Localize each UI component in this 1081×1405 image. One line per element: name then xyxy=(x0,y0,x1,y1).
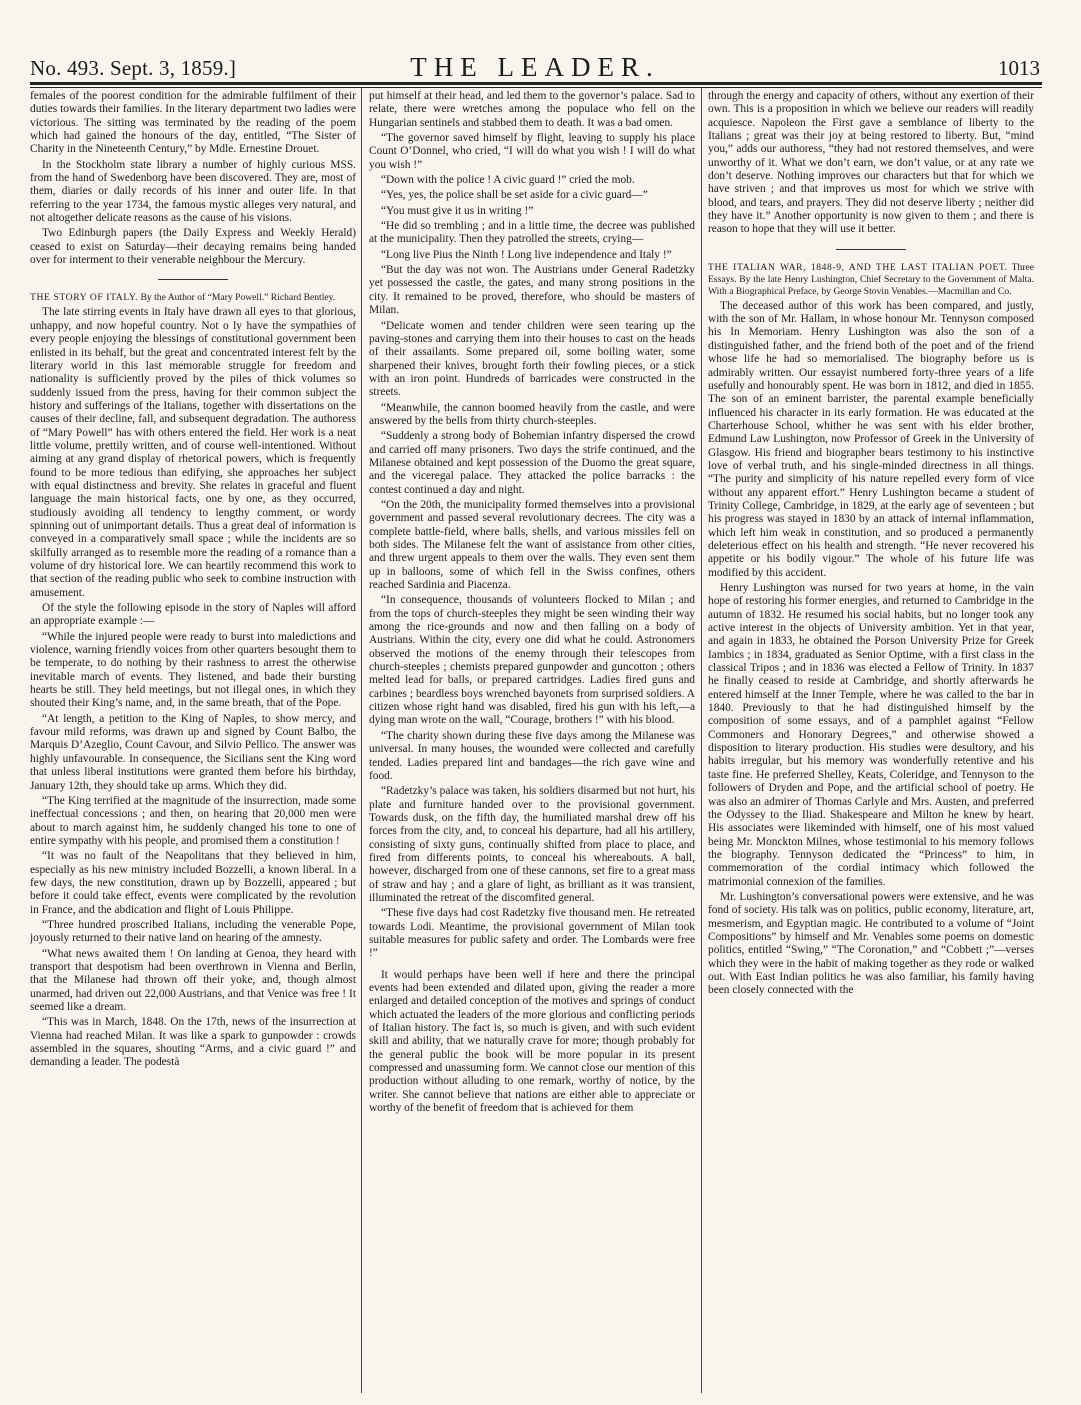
quoted-paragraph: “In consequence, thousands of volunteers flocked to Milan ; and from the tops of church-steeples they might be seen winding their way among the rice-grounds and now and then falling on a body of Austrians. Within the city, every one did what he could. Astronomers observed the motions of the enemy through their telescopes from church-steeples ; chemists prepared gunpowder and guncotton ; others melted lead for balls, or prepared cartridges. Ladies fired guns and carbines ; beardless boys wrenched bayonets from surprised soldiers. A citizen whose right hand was disabled, fired his gun with his left,—a dying man wrote on the wall, “Courage, brothers !” with his blood. xyxy=(369,594,695,727)
quoted-paragraph: “While the injured people were ready to burst into maledictions and violence, warning friendly voices from other quarters besought them to be temperate, to do nothing by their rashness to arrest the otherwise inevitable march of events. They listened, and bade their bursting hearts be still. They held meetings, but not illegal ones, in which they shouted their King’s name, and, in the same breath, that of the Pope. xyxy=(30,630,356,710)
review-heading xyxy=(30,292,356,304)
paragraph: The deceased author of this work has been compared, and justly, with the son of Mr. Hallam, in whose honour Mr. Tennyson composed his In Memoriam. Henry Lushington was also the son of a distinguished father, and the friend both of the poet and of the friend whose life he had so memorialised. The biography before us is admirably written. Our essayist numbered forty-three years of a life usefully and honourably spent. He was born in 1812, and died in 1855. The son of an eminent barrister, the parental example beneficially influenced his character in its early formation. He was educated at the Charterhouse School, whither he was sent with his elder brother, Edmund Law Lushington, now Professor of Greek in the University of Glasgow. His friend and biographer bears testimony to his instinctive love of verbal truth, and his single-minded directness in all things. “The purity and simplicity of his nature repelled every form of vice without any apparent effort.” Henry Lushington became a student of Trinity College, Cambridge, in 1829, at the early age of seventeen ; but his progress was stayed in 1830 by an attack of internal inflammation, which left him weak in constitution, and so produced a permanently deleterious effect on his health and strength. “He never recovered his appetite or his bodily vigour.” The whole of his future life was modified by this accident. xyxy=(708,299,1034,579)
quoted-paragraph: “It was no fault of the Neapolitans that they believed in him, especially as his new ministry included Bozzelli, a known liberal. In a few days, the new constitution, drawn up by Bozzelli, appeared ; but before it could take effect, events were complicated by the revolution in France, and the abdication and flight of Louis Philippe. xyxy=(30,850,356,916)
quoted-paragraph: “Delicate women and tender children were seen tearing up the paving-stones and carrying them into their houses to cast on the heads of their assailants. Some prepared oil, some boiling water, some sharpened their knives, brought forth their fowling pieces, or a stick with an iron point. Hundreds of barricades were constructed in the streets. xyxy=(369,319,695,399)
paragraph: In the Stockholm state library a number of highly curious MSS. from the hand of Swedenborg have been discovered. They are, most of them, diaries or daily records of his inner and outer life. In that referring to the year 1734, the famous mystic alleges very natural, and not altogether delicate reasons as the cause of his visions. xyxy=(30,158,356,225)
masthead xyxy=(30,52,1040,82)
review-title: THE STORY OF ITALY. xyxy=(30,292,139,304)
column-1 xyxy=(30,90,356,1390)
quoted-paragraph: “Meanwhile, the cannon boomed heavily from the castle, and were answered by the bells from thirty church-steeples. xyxy=(369,401,695,427)
quoted-paragraph: “On the 20th, the municipality formed themselves into a provisional government and passed several revolutionary decrees. The city was a complete battle-field, where balls, shells, and various missiles fell on both sides. The Milanese felt the want of assistance from other cities, and threw urgent appeals to them over the walls. They even sent them up in balloons, some of which fell in the Swiss confines, others reached Sardinia and Piacenza. xyxy=(369,498,695,592)
column-3 xyxy=(708,90,1034,1390)
quoted-paragraph: “Down with the police ! A civic guard !” cried the mob. xyxy=(381,174,635,187)
quoted-paragraph: “At length, a petition to the King of Naples, to show mercy, and favour mild reforms, was drawn up and signed by Count Balbo, the Marquis D’Azeglio, Count Cavour, and Silvio Pellico. The answer was highly unfavourable. In consequence, the Sicilians sent the King word that unless liberal institutions were granted them before his birthday, January 12th, they should take up arms. Which they did. xyxy=(30,712,356,792)
quoted-paragraph: “This was in March, 1848. On the 17th, news of the insurrection at Vienna had reached Milan. It was like a spark to gunpowder : crowds assembled in the squares, shouting “Arms, and a civic guard !” and demanding a leader. The podestà xyxy=(30,1016,356,1069)
quoted-paragraph: “Long live Pius the Ninth ! Long live independence and Italy !” xyxy=(381,248,672,261)
review-author: By the Author of “Mary Powell.” Richard Bentley. xyxy=(140,292,336,304)
quoted-paragraph: “You must give it us in writing !” xyxy=(381,204,534,217)
paragraph: Mr. Lushington’s conversational powers were extensive, and he was fond of society. His talk was on politics, public economy, literature, art, mesmerism, and Egyptian magic. He contributed to a volume of “Joint Compositions” by himself and Mr. Venables some poems on domestic politics, entitled “Swing,” “The Coronation,” and “Cobbett ;”—verses which they were in the habit of making together as they rode or walked out. With East Indian politics he was also familiar, his family having been closely connected with the xyxy=(708,890,1034,997)
review-author: Three Essays. By the late Henry Lushington, Chief Secretary to the Government of Malta. With a Biographical Preface, by George Stovin Venables.—Macmillan and Co. xyxy=(708,261,1034,297)
review-title: THE ITALIAN WAR, 1848-9, AND THE LAST ITALIAN POET. xyxy=(708,261,1008,273)
quoted-paragraph: “Suddenly a strong body of Bohemian infantry dispersed the crowd and carried off many prisoners. Two days the strife continued, and the Milanese obtained and kept possession of the Duomo the great square, and the viceregal palace. They attacked the police barracks : the contest continued a day and night. xyxy=(369,430,695,496)
column-divider-1 xyxy=(361,88,362,1393)
quoted-paragraph: “Radetzky’s palace was taken, his soldiers disarmed but not hurt, his plate and furniture handed over to the provisional government. Towards dusk, on the fifth day, the humiliated marshal drew off his forces from the city, and, to conceal his departure, had all his artillery, consisting of sixty guns, continually shifted from place to place, and fired from differents points, to conceal his whereabouts. A ball, however, discharged from one of these cannons, set fire to a great mass of straw and hay ; and a glare of light, as brilliant as it was transient, illuminated the retreat of the discomfited general. xyxy=(369,785,695,904)
issue-number-date: No. 493. Sept. 3, 1859.] xyxy=(30,56,237,80)
section-separator xyxy=(158,279,228,280)
quoted-paragraph: “Yes, yes, the police shall be set aside for a civic guard—” xyxy=(381,189,648,202)
quoted-paragraph: “The governor saved himself by flight, leaving to supply his place Count O’Donnel, who cried, “I will do what you wish ! I will do what you wish !” xyxy=(369,132,695,171)
paragraph: females of the poorest condition for the admirable fulfilment of their duties towards their families. In the literary department two ladies were victorious. The sitting was terminated by the reading of the poem which had gained the honours of the day, entitled, “The Sister of Charity in the Nineteenth Century,” by Mdle. Ernestine Drouet. xyxy=(30,90,356,156)
quoted-paragraph: “But the day was not won. The Austrians under General Radetzky yet possessed the castle, the gates, and many strong positions in the city. It remained to be proved, therefore, who should be masters of Milan. xyxy=(369,264,695,317)
column-2 xyxy=(369,90,695,1390)
paragraph: Two Edinburgh papers (the Daily Express and Weekly Herald) ceased to exist on Saturday—their decaying remains being handed over for interment to their venerable neighbour the Mercury. xyxy=(30,227,356,267)
quoted-paragraph: “He did so trembling ; and in a little time, the decree was published at the municipality. Then they patrolled the streets, crying— xyxy=(369,220,695,246)
paragraph: It would perhaps have been well if here and there the principal events had been extended and dilated upon, giving the reader a more enlarged and detailed conception of the motives and springs of conduct which actuated the leaders of the more glorious and conflicting periods of Italian history. The fact is, so much is given, and with such evident skill and ability, that we naturally crave for more; though probably for the general public the book will be more popular in its present compressed and unassuming form. We cannot close our mention of this production without alluding to one remark, worthy of notice, by the writer. She cannot believe that nations are either able to appreciate or worthy of the benefit of freedom that is achieved for them xyxy=(369,968,695,1115)
page-number: 1013 xyxy=(998,56,1040,80)
newspaper-title: THE LEADER. xyxy=(410,52,660,82)
column-divider-2 xyxy=(701,88,702,1393)
paragraph: through the energy and capacity of others, without any exertion of their own. This is a proposition in which we believe our readers will readily acquiesce. Napoleon the First gave a semblance of liberty to the Italians ; great was their joy at being restored to liberty. But, “mind you,” adds our authoress, “they had not restored themselves, and were unworthy of it. What we don’t earn, we don’t value, or at any rate we don’t deserve. Nothing improves our characters but that for which we have striven ; and that improves us most for which we strive with blood, and tears, and prayers. They did not deserve liberty ; neither did they have it.” Another opportunity is now given to them ; and there is reason to hope that they will use it better. xyxy=(708,90,1034,236)
paragraph: Henry Lushington was nursed for two years at home, in the vain hope of restoring his former energies, and returned to Cambridge in the autumn of 1832. He resumed his social habits, but no longer took any active interest in the objects of University ambition. Yet in that year, and again in 1833, he obtained the Porson University Prize for Greek Iambics ; in 1834, graduated as Senior Optime, with a first class in the classical Tripos ; and in 1836 was elected a Fellow of Trinity. In 1837 he finally ceased to reside at Cambridge, and shortly afterwards he entered himself at the Inner Temple, where he was called to the bar in 1840. Previously to that he had distinguished himself by the composition of some essays, and of a pamphlet against “Fellow Commoners and Honorary Degrees,” and otherwise showed a disposition to literary production. His studies were desultory, and his habits irregular, but his memory was wonderfully retentive and his taste fine. He preferred Shelley, Keats, Coleridge, and Tennyson to the followers of Dryden and Pope, and the artificial school of poetry. He was also an admirer of Thomas Carlyle and Mrs. Austen, and preferred the Odyssey to the Iliad. Shakespeare and Milton he knew by heart. His associates were likeminded with himself, one of his most valued being Mr. Monckton Milnes, whose testimonial to his memory follows the biography. Tennyson dedicated the “Princess” to him, in commemoration of the cordial intimacy which followed the matrimonial connexion of the families. xyxy=(708,582,1034,888)
paragraph: The late stirring events in Italy have drawn all eyes to that glorious, unhappy, and now hopeful country. Not o ly have the sympathies of every people enjoying the blessings of constitutional government been enlisted in its behalf, but the great and concentrated interest felt by the literary world in this last memorable struggle for freedom and nationality is sufficiently proved by the piles of thick volumes so suddenly issued from the press, having for their common subject the history and sufferings of the Italians, together with dissertations on the causes of their decline, fall, and subsequent degradation. The authoress of “Mary Powell” has with others entered the field. Her work is a neat little volume, prettily written, and of course well-intentioned. Without aiming at any grand display of rhetorical powers, which is frequently found to be more tedious than edifying, she approaches her subject with equal distinctness and brevity. She relates in graceful and fluent language the main historical facts, one by one, as they occurred, studiously avoiding all tendency to lengthy comment, or wordy spinning out of unimportant details. Thus a great deal of information is conveyed in a comparatively small space ; while the incidents are so skilfully arranged as to resemble more the reading of a romance than a volume of dry historical lore. We can heartily recommend this work to that section of the reading public who seek to combine instruction with amusement. xyxy=(30,306,356,599)
section-separator xyxy=(836,249,906,250)
quoted-paragraph: “Three hundred proscribed Italians, including the venerable Pope, joyously returned to their native land on hearing of the amnesty. xyxy=(30,918,356,945)
header-rule-thick xyxy=(30,82,1042,85)
quoted-paragraph: put himself at their head, and led them to the governor’s palace. Sad to relate, there were wretches among the populace who fell on the Hungarian sentinels and stabbed them to death. It was a bad omen. xyxy=(369,90,695,129)
quoted-paragraph: “The charity shown during these five days among the Milanese was universal. In many houses, the wounded were collected and carefully tended. Ladies prepared lint and bandages—the rich gave wine and food. xyxy=(369,729,695,782)
paragraph: Of the style the following episode in the story of Naples will afford an appropriate example :— xyxy=(30,602,356,628)
quoted-paragraph: “The King terrified at the magnitude of the insurrection, made some ineffectual concessions ; and then, on hearing that 20,000 men were about to march against him, he suddenly changed his tone to one of entire sympathy with his people, and promised them a constitution ! xyxy=(30,794,356,847)
header-rule-thin xyxy=(30,87,1042,88)
quoted-paragraph: “What news awaited them ! On landing at Genoa, they heard with transport that despotism had been overthrown in Vienna and Berlin, that the Milanese had thrown off their yoke, and, though almost unarmed, had driven out 22,000 Austrians, and that Venice was free ! It seemed like a dream. xyxy=(30,947,356,1013)
review-heading xyxy=(708,262,1034,298)
quoted-paragraph: “These five days had cost Radetzky five thousand men. He retreated towards Lodi. Meantime, the provisional government of Milan took suitable measures for public safety and order. The Lombards were free !” xyxy=(369,907,695,960)
